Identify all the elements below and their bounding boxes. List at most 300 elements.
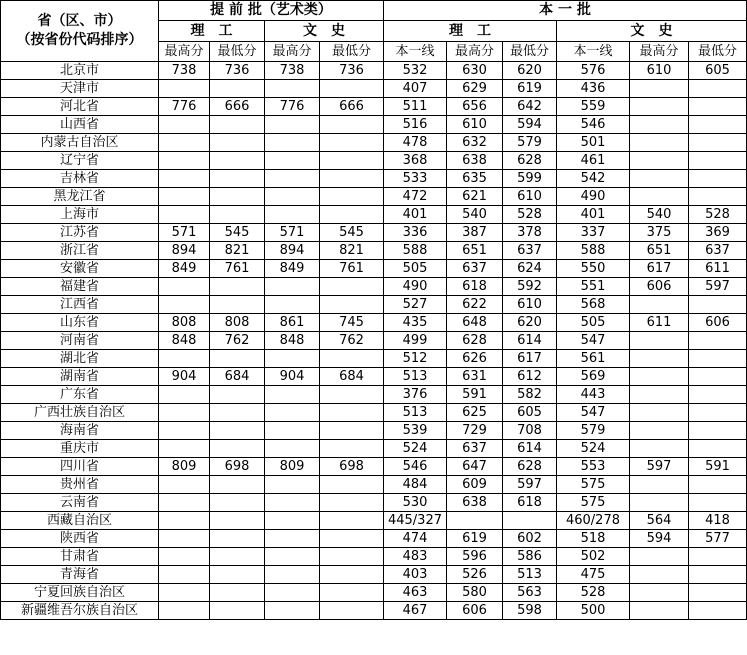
early-science-max-cell [159, 476, 210, 494]
early-science-max-cell [159, 404, 210, 422]
first-science-line-cell: 527 [384, 296, 447, 314]
first-science-line-cell: 499 [384, 332, 447, 350]
table-row [1, 80, 747, 98]
early-liberal-max-cell [265, 512, 320, 530]
first-science-min-cell: 614 [503, 332, 557, 350]
first-liberal-max-cell [630, 80, 689, 98]
province-cell: 湖南省 [1, 368, 159, 386]
first-liberal-min-cell: 577 [689, 530, 747, 548]
early-liberal-min-cell: 761 [320, 260, 384, 278]
first-liberal-max-cell: 610 [630, 62, 689, 80]
province-cell: 江苏省 [1, 224, 159, 242]
province-cell: 内蒙古自治区 [1, 134, 159, 152]
first-science-max-cell: 622 [447, 296, 503, 314]
first-liberal-line-cell: 401 [557, 206, 630, 224]
first-science-min-cell: 642 [503, 98, 557, 116]
early-science-max-cell: 809 [159, 458, 210, 476]
early-science-min-cell [210, 566, 265, 584]
early-liberal-min-cell [320, 80, 384, 98]
first-liberal-min-cell: 605 [689, 62, 747, 80]
first-science-max-cell: 596 [447, 548, 503, 566]
early-science-max-cell [159, 494, 210, 512]
early-science-max-cell [159, 350, 210, 368]
first-science-min-cell: 614 [503, 440, 557, 458]
early-liberal-max-cell [265, 206, 320, 224]
first-science-min-cell: 586 [503, 548, 557, 566]
first-science-line-cell: 511 [384, 98, 447, 116]
early-liberal-min-cell [320, 404, 384, 422]
early-science-min-cell [210, 386, 265, 404]
first-science-line-cell: 539 [384, 422, 447, 440]
first-liberal-line-cell: 500 [557, 602, 630, 620]
first-science-max-cell: 621 [447, 188, 503, 206]
first-liberal-line-cell: 436 [557, 80, 630, 98]
first-science-min-cell: 610 [503, 296, 557, 314]
early-liberal-min-cell [320, 422, 384, 440]
early-liberal-min-cell [320, 206, 384, 224]
first-science-min-cell: 617 [503, 350, 557, 368]
table-row [1, 332, 747, 350]
first-science-max-cell: 648 [447, 314, 503, 332]
early-liberal-max-cell [265, 530, 320, 548]
early-liberal-min-cell [320, 530, 384, 548]
early-science-min-cell [210, 476, 265, 494]
early-liberal-min-cell [320, 134, 384, 152]
first-science-line-cell: 490 [384, 278, 447, 296]
first-liberal-max-cell: 651 [630, 242, 689, 260]
province-cell: 宁夏回族自治区 [1, 584, 159, 602]
first-liberal-max-cell [630, 296, 689, 314]
early-science-max-cell [159, 188, 210, 206]
early-liberal-min-cell: 821 [320, 242, 384, 260]
first-science-line-cell: 513 [384, 368, 447, 386]
first-liberal-line-cell: 505 [557, 314, 630, 332]
province-cell: 北京市 [1, 62, 159, 80]
early-science-min-cell [210, 584, 265, 602]
early-science-min-cell [210, 278, 265, 296]
early-liberal-min-cell [320, 494, 384, 512]
early-liberal-max-header: 最高分 [265, 42, 320, 62]
first-liberal-min-cell [689, 584, 747, 602]
first-liberal-max-cell: 375 [630, 224, 689, 242]
first-liberal-min-header: 最低分 [689, 42, 747, 62]
early-liberal-max-cell [265, 494, 320, 512]
first-liberal-min-cell [689, 332, 747, 350]
table-row [1, 440, 747, 458]
early-science-min-cell [210, 134, 265, 152]
early-science-min-cell [210, 116, 265, 134]
first-science-max-cell: 631 [447, 368, 503, 386]
first-liberal-line-cell: 561 [557, 350, 630, 368]
early-science-max-cell: 776 [159, 98, 210, 116]
first-science-max-cell: 619 [447, 530, 503, 548]
table-row [1, 224, 747, 242]
early-liberal-max-cell [265, 350, 320, 368]
first-science-line-cell: 474 [384, 530, 447, 548]
table-row [1, 458, 747, 476]
first-liberal-line-cell: 443 [557, 386, 630, 404]
table-row [1, 62, 747, 80]
early-liberal-min-cell [320, 548, 384, 566]
first-liberal-max-cell [630, 98, 689, 116]
early-science-min-cell [210, 422, 265, 440]
first-science-line-cell: 512 [384, 350, 447, 368]
first-science-min-cell: 594 [503, 116, 557, 134]
early-liberal-min-cell: 736 [320, 62, 384, 80]
first-liberal-line-cell: 475 [557, 566, 630, 584]
province-cell: 陕西省 [1, 530, 159, 548]
first-liberal-min-cell [689, 350, 747, 368]
early-liberal-min-cell [320, 278, 384, 296]
first-science-line-cell: 407 [384, 80, 447, 98]
first-liberal-line-cell: 460/278 [557, 512, 630, 530]
early-liberal-min-cell [320, 152, 384, 170]
first-science-line-cell: 530 [384, 494, 447, 512]
province-cell: 四川省 [1, 458, 159, 476]
first-science-min-cell: 592 [503, 278, 557, 296]
early-science-max-cell [159, 116, 210, 134]
early-science-max-cell: 571 [159, 224, 210, 242]
early-science-max-cell [159, 422, 210, 440]
first-liberal-max-cell [630, 440, 689, 458]
province-cell: 天津市 [1, 80, 159, 98]
first-science-max-cell: 635 [447, 170, 503, 188]
early-science-max-cell [159, 296, 210, 314]
first-liberal-min-cell: 606 [689, 314, 747, 332]
first-liberal-min-cell [689, 548, 747, 566]
first-liberal-max-cell [630, 476, 689, 494]
province-cell: 河北省 [1, 98, 159, 116]
table-row [1, 260, 747, 278]
early-liberal-min-cell [320, 584, 384, 602]
early-science-max-cell [159, 512, 210, 530]
first-liberal-line-cell: 547 [557, 332, 630, 350]
first-science-min-cell: 598 [503, 602, 557, 620]
province-cell: 甘肃省 [1, 548, 159, 566]
early-liberal-max-cell: 848 [265, 332, 320, 350]
table-row [1, 350, 747, 368]
first-science-max-cell [447, 512, 503, 530]
province-cell: 云南省 [1, 494, 159, 512]
first-liberal-max-cell: 617 [630, 260, 689, 278]
early-liberal-min-cell [320, 296, 384, 314]
early-science-min-cell [210, 602, 265, 620]
early-science-min-cell: 761 [210, 260, 265, 278]
first-science-min-cell: 563 [503, 584, 557, 602]
first-science-max-cell: 651 [447, 242, 503, 260]
first-liberal-line-header: 本一线 [557, 42, 630, 62]
early-liberal-max-cell [265, 566, 320, 584]
first-liberal-min-cell: 597 [689, 278, 747, 296]
first-science-max-cell: 580 [447, 584, 503, 602]
first-science-max-cell: 632 [447, 134, 503, 152]
first-liberal-min-cell [689, 134, 747, 152]
first-liberal-line-cell: 559 [557, 98, 630, 116]
first-science-max-cell: 630 [447, 62, 503, 80]
first-science-max-cell: 606 [447, 602, 503, 620]
table-row [1, 206, 747, 224]
first-science-max-cell: 626 [447, 350, 503, 368]
early-science-max-cell [159, 584, 210, 602]
first-science-min-cell: 528 [503, 206, 557, 224]
early-liberal-max-cell [265, 278, 320, 296]
first-science-max-cell: 609 [447, 476, 503, 494]
first-liberal-min-cell [689, 188, 747, 206]
early-liberal-max-cell: 894 [265, 242, 320, 260]
early-liberal-max-cell [265, 80, 320, 98]
first-science-min-cell: 612 [503, 368, 557, 386]
first-liberal-line-cell: 490 [557, 188, 630, 206]
first-science-max-cell: 638 [447, 152, 503, 170]
early-science-min-cell: 736 [210, 62, 265, 80]
early-liberal-min-cell: 745 [320, 314, 384, 332]
first-liberal-max-cell [630, 602, 689, 620]
early-liberal-max-cell: 571 [265, 224, 320, 242]
first-liberal-line-cell: 528 [557, 584, 630, 602]
first-liberal-line-cell: 551 [557, 278, 630, 296]
table-row [1, 566, 747, 584]
first-science-max-cell: 638 [447, 494, 503, 512]
first-liberal-min-cell [689, 566, 747, 584]
first-science-line-cell: 483 [384, 548, 447, 566]
early-science-max-cell [159, 278, 210, 296]
early-science-max-cell [159, 548, 210, 566]
first-liberal-arts-header: 文 史 [557, 21, 747, 42]
table-row [1, 170, 747, 188]
first-science-max-cell: 637 [447, 260, 503, 278]
first-liberal-max-header: 最高分 [630, 42, 689, 62]
first-liberal-min-cell [689, 476, 747, 494]
first-liberal-line-cell: 550 [557, 260, 630, 278]
first-science-max-cell: 526 [447, 566, 503, 584]
first-science-line-cell: 546 [384, 458, 447, 476]
first-liberal-min-cell [689, 602, 747, 620]
first-liberal-min-cell [689, 386, 747, 404]
first-science-min-cell: 582 [503, 386, 557, 404]
early-liberal-max-cell [265, 584, 320, 602]
early-science-max-cell: 849 [159, 260, 210, 278]
table-row [1, 386, 747, 404]
first-science-min-cell: 597 [503, 476, 557, 494]
table-row [1, 296, 747, 314]
first-liberal-min-cell: 369 [689, 224, 747, 242]
province-cell: 吉林省 [1, 170, 159, 188]
first-liberal-min-cell [689, 170, 747, 188]
province-header-line2: （按省份代码排序） [16, 32, 143, 48]
first-science-min-cell: 605 [503, 404, 557, 422]
first-liberal-min-cell [689, 80, 747, 98]
table-row [1, 188, 747, 206]
early-liberal-min-header: 最低分 [320, 42, 384, 62]
first-liberal-line-cell: 569 [557, 368, 630, 386]
early-liberal-min-cell [320, 476, 384, 494]
first-science-min-cell: 628 [503, 458, 557, 476]
table-row [1, 602, 747, 620]
first-liberal-max-cell [630, 404, 689, 422]
first-liberal-max-cell [630, 134, 689, 152]
early-liberal-min-cell [320, 512, 384, 530]
early-science-min-cell: 808 [210, 314, 265, 332]
first-science-line-cell: 533 [384, 170, 447, 188]
early-science-max-cell: 848 [159, 332, 210, 350]
early-science-max-cell: 894 [159, 242, 210, 260]
early-liberal-min-cell: 684 [320, 368, 384, 386]
first-liberal-min-cell [689, 422, 747, 440]
first-liberal-max-cell [630, 548, 689, 566]
table-row [1, 368, 747, 386]
early-science-min-cell: 821 [210, 242, 265, 260]
early-liberal-min-cell [320, 440, 384, 458]
first-science-line-cell: 445/327 [384, 512, 447, 530]
early-liberal-min-cell: 666 [320, 98, 384, 116]
first-science-line-cell: 336 [384, 224, 447, 242]
first-liberal-max-cell: 611 [630, 314, 689, 332]
early-science-min-cell [210, 530, 265, 548]
early-liberal-max-cell: 849 [265, 260, 320, 278]
first-liberal-min-cell: 418 [689, 512, 747, 530]
early-science-min-cell [210, 152, 265, 170]
early-science-min-cell [210, 512, 265, 530]
early-liberal-max-cell: 861 [265, 314, 320, 332]
first-liberal-max-cell [630, 350, 689, 368]
first-science-line-cell: 376 [384, 386, 447, 404]
first-science-line-cell: 505 [384, 260, 447, 278]
early-liberal-max-cell [265, 134, 320, 152]
early-science-max-header: 最高分 [159, 42, 210, 62]
first-science-min-cell: 620 [503, 314, 557, 332]
first-science-max-cell: 610 [447, 116, 503, 134]
province-cell: 西藏自治区 [1, 512, 159, 530]
first-batch-header: 本 一 批 [384, 1, 747, 21]
early-liberal-max-cell [265, 188, 320, 206]
table-row [1, 278, 747, 296]
first-science-min-cell: 513 [503, 566, 557, 584]
early-science-min-cell [210, 548, 265, 566]
first-science-line-cell: 368 [384, 152, 447, 170]
province-cell: 安徽省 [1, 260, 159, 278]
early-liberal-max-cell [265, 152, 320, 170]
early-science-min-cell: 762 [210, 332, 265, 350]
early-science-min-header: 最低分 [210, 42, 265, 62]
first-science-line-cell: 403 [384, 566, 447, 584]
first-science-min-header: 最低分 [503, 42, 557, 62]
first-science-min-cell: 708 [503, 422, 557, 440]
early-liberal-min-cell [320, 602, 384, 620]
first-science-line-cell: 435 [384, 314, 447, 332]
early-science-max-cell [159, 80, 210, 98]
early-science-max-cell: 904 [159, 368, 210, 386]
table-row [1, 152, 747, 170]
first-liberal-max-cell [630, 152, 689, 170]
first-science-min-cell: 637 [503, 242, 557, 260]
first-science-min-cell: 602 [503, 530, 557, 548]
first-science-line-cell: 478 [384, 134, 447, 152]
province-cell: 山东省 [1, 314, 159, 332]
early-science-min-cell [210, 296, 265, 314]
table-row [1, 242, 747, 260]
first-science-line-cell: 513 [384, 404, 447, 422]
first-liberal-max-cell [630, 494, 689, 512]
first-liberal-line-cell: 337 [557, 224, 630, 242]
first-science-max-cell: 637 [447, 440, 503, 458]
first-liberal-max-cell: 597 [630, 458, 689, 476]
early-science-min-cell: 666 [210, 98, 265, 116]
first-liberal-line-cell: 461 [557, 152, 630, 170]
first-liberal-max-cell: 540 [630, 206, 689, 224]
first-science-line-cell: 467 [384, 602, 447, 620]
early-science-min-cell [210, 188, 265, 206]
first-liberal-line-cell: 575 [557, 494, 630, 512]
early-liberal-min-cell [320, 188, 384, 206]
first-science-line-cell: 588 [384, 242, 447, 260]
early-science-max-cell: 738 [159, 62, 210, 80]
first-liberal-min-cell [689, 116, 747, 134]
early-science-min-cell [210, 350, 265, 368]
early-science-max-cell [159, 170, 210, 188]
first-science-max-cell: 540 [447, 206, 503, 224]
first-liberal-line-cell: 575 [557, 476, 630, 494]
early-liberal-max-cell: 738 [265, 62, 320, 80]
early-liberal-min-cell: 698 [320, 458, 384, 476]
first-liberal-line-cell: 501 [557, 134, 630, 152]
first-science-line-cell: 401 [384, 206, 447, 224]
first-liberal-max-cell: 594 [630, 530, 689, 548]
first-liberal-line-cell: 553 [557, 458, 630, 476]
first-liberal-line-cell: 546 [557, 116, 630, 134]
province-cell: 浙江省 [1, 242, 159, 260]
first-liberal-line-cell: 568 [557, 296, 630, 314]
first-science-max-cell: 629 [447, 80, 503, 98]
first-liberal-max-cell [630, 332, 689, 350]
first-science-max-cell: 591 [447, 386, 503, 404]
table-row [1, 530, 747, 548]
province-cell: 山西省 [1, 116, 159, 134]
first-liberal-line-cell: 518 [557, 530, 630, 548]
early-liberal-min-cell [320, 116, 384, 134]
first-liberal-min-cell [689, 404, 747, 422]
early-science-min-cell [210, 206, 265, 224]
early-liberal-min-cell [320, 350, 384, 368]
early-liberal-max-cell: 776 [265, 98, 320, 116]
province-cell: 广西壮族自治区 [1, 404, 159, 422]
early-batch-header: 提 前 批（艺术类） [159, 1, 384, 21]
province-header-line1: 省（区、市） [37, 13, 122, 29]
first-liberal-max-cell [630, 188, 689, 206]
province-cell: 江西省 [1, 296, 159, 314]
province-cell: 辽宁省 [1, 152, 159, 170]
first-science-header: 理 工 [384, 21, 557, 42]
early-science-min-cell: 684 [210, 368, 265, 386]
first-liberal-min-cell [689, 296, 747, 314]
first-liberal-max-cell [630, 368, 689, 386]
early-liberal-max-cell [265, 116, 320, 134]
early-science-max-cell [159, 602, 210, 620]
early-liberal-max-cell [265, 170, 320, 188]
early-science-max-cell [159, 530, 210, 548]
province-cell: 青海省 [1, 566, 159, 584]
early-science-min-cell [210, 404, 265, 422]
first-liberal-max-cell [630, 386, 689, 404]
early-liberal-min-cell [320, 566, 384, 584]
first-science-max-header: 最高分 [447, 42, 503, 62]
first-liberal-max-cell [630, 116, 689, 134]
early-science-min-cell [210, 80, 265, 98]
early-liberal-min-cell [320, 170, 384, 188]
province-cell: 广东省 [1, 386, 159, 404]
table-row [1, 512, 747, 530]
first-science-max-cell: 618 [447, 278, 503, 296]
early-liberal-max-cell: 809 [265, 458, 320, 476]
